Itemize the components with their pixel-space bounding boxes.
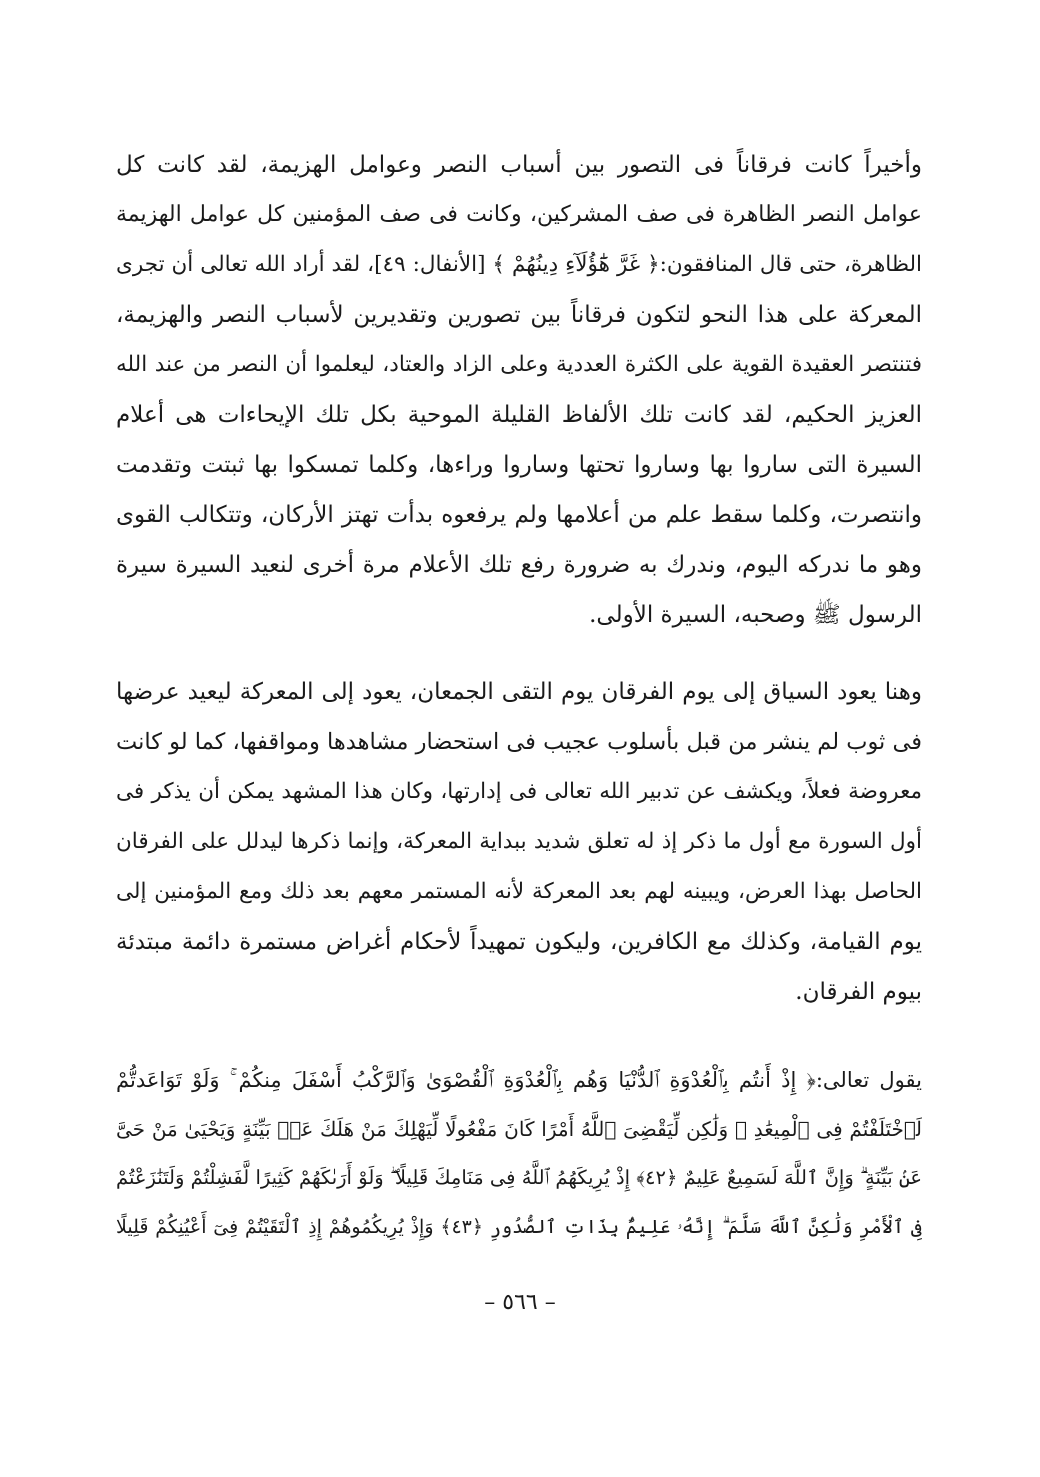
- page-number: – ٥٦٦ –: [484, 1290, 556, 1315]
- paragraph-1-line-6: العزيز الحكيم، لقد كانت تلك الألفاظ القليلة الموحية بكل تلك الإيحاءات هى أعلام: [116, 402, 922, 428]
- paragraph-2-line-4: أول السورة مع أول ما ذكر إذ له تعلق شديد ببداية المعركة، وإنما ذكرها ليدلل على الفرقان: [116, 829, 922, 854]
- paragraph-1-line-5: فتنتصر العقيدة القوية على الكثرة العددية وعلى الزاد والعتاد، ليعلموا أن النصر من عند الله: [116, 352, 922, 377]
- paragraph-2-line-6: يوم القيامة، وكذلك مع الكافرين، وليكون تمهيداً لأحكام أغراض مستمرة دائمة مبتدئة: [116, 929, 922, 955]
- paragraph-1-line-8: وانتصرت، وكلما سقط علم من أعلامها ولم يرفعوه بدأت تهتز الأركان، وتتكالب القوى: [116, 502, 922, 528]
- paragraph-1-line-2: عوامل النصر الظاهرة فى صف المشركين، وكانت فى صف المؤمنين كل عوامل الهزيمة: [116, 202, 922, 227]
- paragraph-1-line-3: الظاهرة، حتى قال المنافقون:﴿ غَرَّ هَٰٓؤُلَآءِ دِينُهُمْ ﴾ [الأنفال: ٤٩]، لقد أراد الله تعالى أن تجرى: [116, 252, 922, 277]
- paragraph-3-line-4: فِى ٱلْأَمْرِ وَلَٰكِنَّ ٱللَّهَ سَلَّمَ ۗ إِنَّهُۥ عَلِيمٌۢ بِذَاتِ ٱلصُّدُورِ ﴿٤٣﴾ وَإِذْ يُرِيكُمُوهُمْ إِذِ ٱلْتَقَيْتُمْ فِىٓ أَعْيُنِكُمْ قَلِيلًا: [116, 1216, 922, 1238]
- paragraph-1-line-10: الرسول ﷺ وصحبه، السيرة الأولى.: [589, 602, 922, 628]
- paragraph-1-line-4: المعركة على هذا النحو لتكون فرقاناً بين تصورين وتقديرين لأسباب النصر والهزيمة،: [116, 302, 922, 328]
- paragraph-2-line-7: بيوم الفرقان.: [795, 979, 922, 1005]
- paragraph-2-line-5: الحاصل بهذا العرض، ويبينه لهم بعد المعركة لأنه المستمر معهم بعد ذلك ومع المؤمنين إلى: [116, 879, 922, 904]
- paragraph-3-line-3: عَنۢ بَيِّنَةٍ ۗ وَإِنَّ ٱللَّهَ لَسَمِيعٌ عَلِيمٌ ﴿٤٢﴾ إِذْ يُرِيكَهُمُ ٱللَّهُ فِى مَنَامِكَ قَلِيلًا ۖ وَلَوْ أَرَىٰكَهُمْ كَثِيرًا لَّفَشِلْتُمْ وَلَتَنَٰزَعْتُمْ: [116, 1166, 922, 1189]
- paragraph-3-line-2: لَٱخْتَلَفْتُمْ فِى ٱلْمِيعَٰدِ ۙ وَلَٰكِن لِّيَقْضِىَ ٱللَّهُ أَمْرًا كَانَ مَفْعُولًا لِّيَهْلِكَ مَنْ هَلَكَ عَنۢ بَيِّنَةٍ وَيَحْيَىٰ مَنْ حَىَّ: [116, 1117, 922, 1141]
- paragraph-2-line-2: فى ثوب لم ينشر من قبل بأسلوب عجيب فى استحضار مشاهدها ومواقفها، كما لو كانت: [116, 729, 922, 755]
- paragraph-1-line-1: وأخيراً كانت فرقاناً فى التصور بين أسباب النصر وعوامل الهزيمة، لقد كانت كل: [116, 152, 922, 178]
- paragraph-1-line-9: وهو ما ندركه اليوم، وندرك به ضرورة رفع تلك الأعلام مرة أخرى لنعيد السيرة سيرة: [116, 552, 922, 578]
- paragraph-1-line-7: السيرة التى ساروا بها وساروا تحتها وساروا وراءها، وكلما تمسكوا بها ثبتت وتقدمت: [116, 452, 922, 478]
- paragraph-2-line-1: وهنا يعود السياق إلى يوم الفرقان يوم التقى الجمعان، يعود إلى المعركة ليعيد عرضها: [116, 679, 922, 705]
- paragraph-2-line-3: معروضة فعلاً، ويكشف عن تدبير الله تعالى فى إدارتها، وكان هذا المشهد يمكن أن يذكر فى: [116, 779, 922, 804]
- paragraph-3-line-1: يقول تعالى:﴿ إِذْ أَنتُم بِٱلْعُدْوَةِ ٱلدُّنْيَا وَهُم بِٱلْعُدْوَةِ ٱلْقُصْوَىٰ وَٱلرَّكْبُ أَسْفَلَ مِنكُمْ ۚ وَلَوْ تَوَاعَدتُّمْ: [116, 1068, 922, 1092]
